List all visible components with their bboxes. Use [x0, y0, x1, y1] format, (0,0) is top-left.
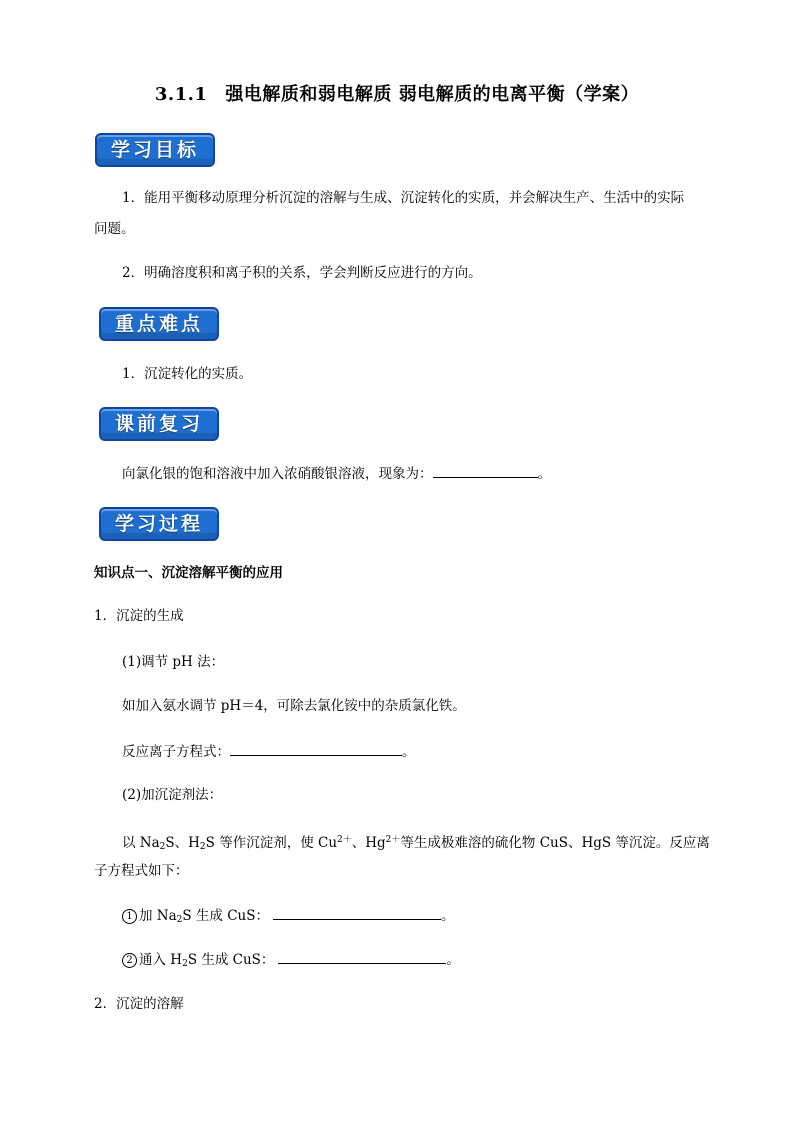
answer-blank[interactable] — [273, 905, 441, 920]
objective-item-1-line-2: 问题。 — [94, 221, 135, 237]
superscript: 2＋ — [385, 835, 401, 845]
objective-item-1-line-1: 1．能用平衡移动原理分析沉淀的溶解与生成、沉淀转化的实质，并会解决生产、生活中的实际 — [122, 190, 685, 206]
text-run: 加 Na — [139, 908, 177, 924]
subscript: 2 — [159, 842, 166, 852]
ionic-equation-label: 反应离子方程式： — [122, 744, 230, 760]
period: 。 — [537, 466, 551, 482]
text-run: S 等作沉淀剂，使 Cu — [205, 835, 338, 851]
subscript: 2 — [182, 959, 188, 969]
text-run: 、Hg — [351, 835, 386, 851]
key-point-item-1: 1．沉淀转化的实质。 — [122, 366, 253, 382]
subsection-precipitate-dissolution: 2．沉淀的溶解 — [94, 996, 184, 1012]
equation-h2s — [122, 949, 460, 974]
review-question — [122, 463, 551, 484]
page-title — [0, 80, 794, 106]
answer-blank[interactable] — [278, 949, 446, 964]
period: 。 — [441, 908, 455, 924]
title-number: 3.1.1 — [154, 84, 208, 105]
method-precipitant: (2)加沉淀剂法： — [122, 787, 223, 803]
text-run: S 生成 CuS： — [182, 908, 269, 924]
section-badge-key-points: 重点难点 — [99, 307, 219, 341]
objective-item-2: 2．明确溶度积和离子积的关系，学会判断反应进行的方向。 — [122, 265, 482, 281]
period: 。 — [402, 744, 416, 760]
circled-number-2: 2 — [122, 953, 137, 968]
subscript: 2 — [199, 842, 206, 852]
text-run: S、H — [165, 835, 200, 851]
knowledge-point-heading: 知识点一、沉淀溶解平衡的应用 — [94, 565, 283, 581]
equation-na2s — [122, 905, 455, 930]
superscript: 2＋ — [337, 835, 352, 845]
section-badge-objectives: 学习目标 — [95, 133, 215, 167]
section-badge-process: 学习过程 — [99, 507, 219, 541]
method-precipitant-text-line-1 — [122, 830, 710, 857]
text-run: 通入 H — [139, 952, 183, 968]
text-run: 以 Na — [122, 835, 160, 851]
circled-number-1: 1 — [122, 909, 137, 924]
answer-blank[interactable] — [230, 741, 402, 756]
subsection-precipitate-formation: 1．沉淀的生成 — [94, 608, 184, 624]
method-precipitant-text-line-2: 子方程式如下： — [94, 863, 189, 879]
method-adjust-ph-text: 如加入氨水调节 pH＝4，可除去氯化铵中的杂质氯化铁。 — [122, 698, 466, 714]
answer-blank[interactable] — [433, 463, 538, 478]
period: 。 — [446, 952, 460, 968]
text-run: 等生成极难溶的硫化物 CuS、HgS 等沉淀。反应离 — [400, 835, 710, 851]
method-adjust-ph: (1)调节 pH 法： — [122, 654, 225, 670]
title-text: 强电解质和弱电解质 弱电解质的电离平衡（学案） — [225, 84, 640, 105]
section-badge-review: 课前复习 — [99, 407, 219, 441]
review-text: 向氯化银的饱和溶液中加入浓硝酸银溶液，现象为： — [122, 466, 433, 482]
text-run: S 生成 CuS： — [187, 952, 275, 968]
ionic-equation-line — [122, 741, 416, 762]
subscript: 2 — [176, 915, 183, 925]
